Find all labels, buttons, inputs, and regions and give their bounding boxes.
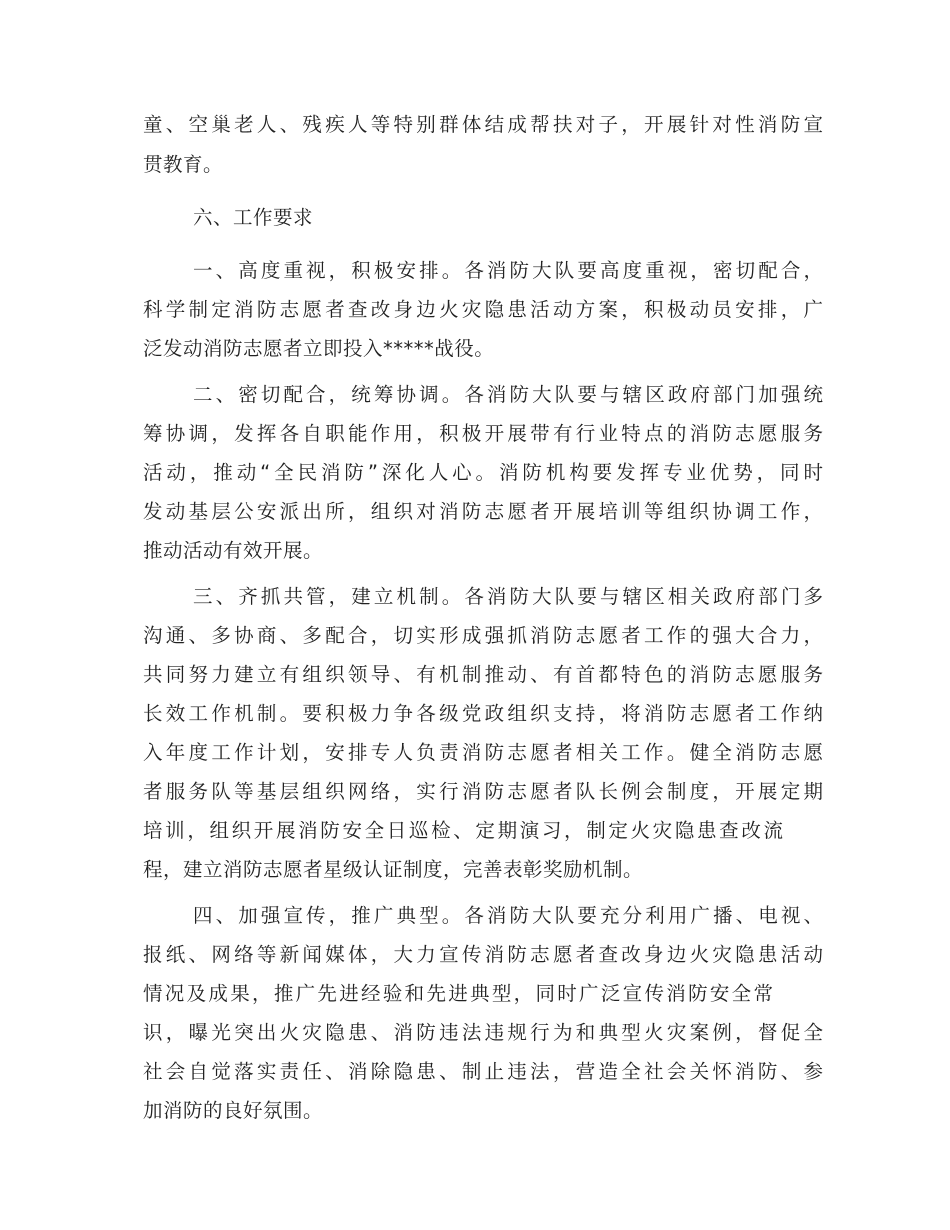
text-line: 报纸、网络等新闻媒体，大力宣传消防志愿者查改身边火灾隐患活动: [143, 943, 823, 966]
text-line: 童、空巢老人、残疾人等特别群体结成帮扶对子，开展针对性消防宣: [143, 113, 823, 136]
text-line: 者服务队等基层组织网络，实行消防志愿者队长例会制度，开展定期: [143, 780, 823, 803]
text-line: 泛发动消防志愿者立即投入*****战役。: [143, 337, 495, 360]
text-line: 科学制定消防志愿者查改身边火灾隐患活动方案，积极动员安排，广: [143, 298, 823, 321]
text-line: 程，建立消防志愿者星级认证制度，完善表彰奖励机制。: [143, 858, 644, 881]
text-line: 入年度工作计划，安排专人负责消防志愿者相关工作。健全消防志愿: [143, 741, 823, 764]
text-line: 贯教育。: [143, 153, 224, 176]
text-line: 沟通、多协商、多配合，切实形成强抓消防志愿者工作的强大合力，: [143, 624, 823, 647]
text-line: 共同努力建立有组织领导、有机制推动、有首都特色的消防志愿服务: [143, 663, 823, 686]
text-line: 情况及成果，推广先进经验和先进典型，同时广泛宣传消防安全常: [143, 982, 773, 1005]
text-line: 发动基层公安派出所，组织对消防志愿者开展培训等组织协调工作，: [143, 500, 823, 523]
text-line: 社会自觉落实责任、消除隐患、制止违法，营造全社会关怀消防、参: [143, 1060, 823, 1083]
text-line: 筹协调，发挥各自职能作用，积极开展带有行业特点的消防志愿服务: [143, 422, 823, 445]
text-line: 推动活动有效开展。: [143, 539, 324, 562]
paragraph-first-line: 三、齐抓共管，建立机制。各消防大队要与辖区相关政府部门多: [193, 585, 823, 608]
text-line: 培训，组织开展消防安全日巡检、定期演习，制定火灾隐患查改流: [143, 819, 783, 842]
paragraph-first-line: 一、高度重视，积极安排。各消防大队要高度重视，密切配合，: [193, 259, 823, 282]
text-line: 识，曝光突出火灾隐患、消防违法违规行为和典型火灾案例，督促全: [143, 1021, 823, 1044]
text-line: 活动，推动“全民消防”深化人心。消防机构要发挥专业优势，同时: [143, 461, 823, 484]
paragraph-first-line: 二、密切配合，统筹协调。各消防大队要与辖区政府部门加强统: [193, 383, 823, 406]
section-heading: 六、工作要求: [193, 206, 314, 229]
text-line: 加消防的良好氛围。: [143, 1099, 324, 1122]
paragraph-first-line: 四、加强宣传，推广典型。各消防大队要充分利用广播、电视、: [193, 904, 823, 927]
text-line: 长效工作机制。要积极力争各级党政组织支持，将消防志愿者工作纳: [143, 702, 823, 725]
